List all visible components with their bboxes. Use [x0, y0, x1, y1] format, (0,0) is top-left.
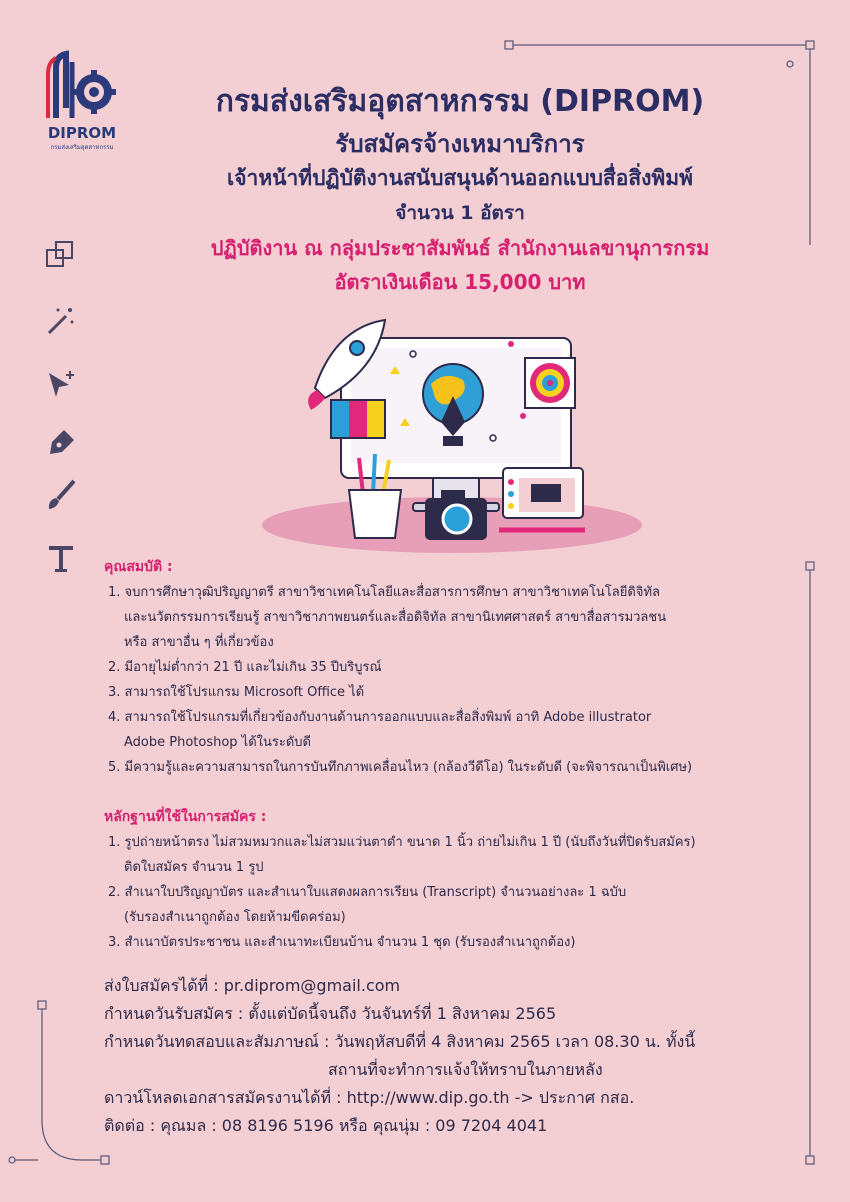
- list-item: 4. สามารถใช้โปรแกรมที่เกี่ยวข้องกับงานด้านการออกแบบและสื่อสิ่งพิมพ์ อาทิ Adobe illustrator: [108, 710, 652, 725]
- header-location: ปฏิบัติงาน ณ กลุ่มประชาสัมพันธ์ สำนักงานเลขานุการกรม: [210, 236, 710, 260]
- header-salary: อัตราเงินเดือน 15,000 บาท: [334, 270, 586, 294]
- diprom-logo-icon: [42, 48, 122, 124]
- logo-subtitle: กรมส่งเสริมอุตสาหกรรม: [50, 144, 114, 151]
- list-item: 3. สำเนาบัตรประชาชน และสำเนาทะเบียนบ้าน จำนวน 1 ชุด (รับรองสำเนาถูกต้อง): [108, 935, 576, 950]
- header-position: เจ้าหน้าที่ปฏิบัติงานสนับสนุนด้านออกแบบสื่อสิ่งพิมพ์: [227, 166, 693, 190]
- list-item: 1. จบการศึกษาวุฒิปริญญาตรี สาขาวิชาเทคโนโลยีและสื่อสารการศึกษา สาขาวิชาเทคโนโลยีดิจิทัล: [108, 585, 660, 600]
- header-count: จำนวน 1 อัตรา: [395, 202, 525, 224]
- magic-wand-icon: [44, 304, 78, 338]
- interview-line: กำหนดวันทดสอบและสัมภาษณ์ : วันพฤหัสบดีที่ 4 สิงหาคม 2565 เวลา 08.30 น. ทั้งนี้: [104, 1032, 696, 1051]
- header-recruit: รับสมัครจ้างเหมาบริการ: [335, 130, 585, 158]
- list-item: (รับรองสำเนาถูกต้อง โดยห้ามขีดคร่อม): [124, 910, 346, 925]
- application-info: [104, 972, 794, 1140]
- type-tool-icon: [44, 542, 78, 576]
- deadline-line: กำหนดวันรับสมัคร : ตั้งแต่บัดนี้จนถึง วันจันทร์ที่ 1 สิงหาคม 2565: [104, 1004, 557, 1023]
- pen-tool-icon: [44, 426, 78, 460]
- qualifications-title: คุณสมบัติ :: [104, 559, 173, 575]
- list-item: 2. มีอายุไม่ต่ำกว่า 21 ปี และไม่เกิน 35 ปีบริบูรณ์: [108, 660, 382, 675]
- list-item: และนวัตกรรมการเรียนรู้ สาขาวิชาภาพยนตร์และสื่อดิจิทัล สาขานิเทศศาสตร์ สาขาสื่อสารมวลชน: [124, 610, 667, 625]
- email-line: ส่งใบสมัครได้ที่ : pr.diprom@gmail.com: [104, 976, 401, 995]
- download-line: ดาวน์โหลดเอกสารสมัครงานได้ที่ : http://www.dip.go.th -> ประกาศ กสอ.: [104, 1088, 635, 1107]
- list-item: 2. สำเนาใบปริญญาบัตร และสำเนาใบแสดงผลการเรียน (Transcript) จำนวนอย่างละ 1 ฉบับ: [108, 885, 627, 900]
- list-item: หรือ สาขาอื่น ๆ ที่เกี่ยวข้อง: [124, 635, 274, 650]
- list-item: ติดใบสมัคร จำนวน 1 รูป: [124, 860, 264, 875]
- brush-icon: [44, 478, 78, 512]
- contact-line: ติดต่อ : คุณมล : 08 8196 5196 หรือ คุณนุ่ม : 09 7204 4041: [104, 1116, 548, 1135]
- header-org: กรมส่งเสริมอุตสาหกรรม (DIPROM): [215, 84, 705, 119]
- documents-title: หลักฐานที่ใช้ในการสมัคร :: [104, 809, 267, 825]
- design-illustration: [255, 318, 650, 558]
- list-item: 5. มีความรู้และความสามารถในการบันทึกภาพเคลื่อนไหว (กล้องวีดีโอ) ในระดับดี (จะพิจารณาเป็นพิเศษ): [108, 760, 693, 775]
- direct-select-icon: [44, 368, 78, 402]
- interview-note: สถานที่จะทำการแจ้งให้ทราบในภายหลัง: [328, 1060, 603, 1079]
- list-item: Adobe Photoshop ได้ในระดับดี: [124, 735, 312, 750]
- list-item: 1. รูปถ่ายหน้าตรง ไม่สวมหมวกและไม่สวมแว่นตาดำ ขนาด 1 นิ้ว ถ่ายไม่เกิน 1 ปี (นับถึงวันที่ปิดรับสมัคร): [108, 835, 696, 850]
- logo-name: DIPROM: [47, 124, 117, 142]
- documents-list: [108, 830, 798, 955]
- qualifications-list: [108, 580, 798, 780]
- artboard-icon: [44, 238, 78, 272]
- list-item: 3. สามารถใช้โปรแกรม Microsoft Office ได้: [108, 685, 365, 700]
